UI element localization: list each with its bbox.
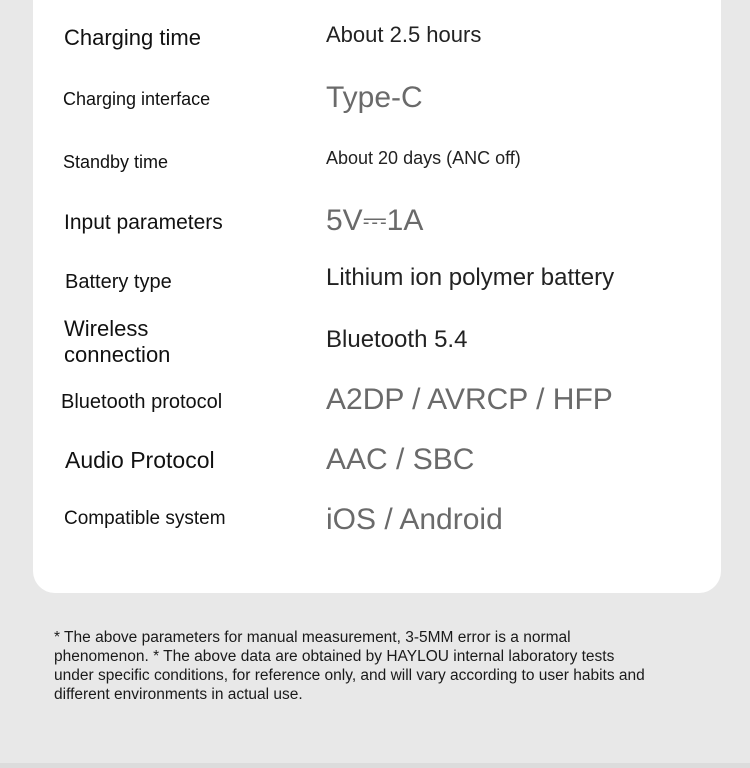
bottom-divider — [0, 763, 750, 768]
spec-label: Charging interface — [63, 89, 211, 109]
spec-value: AAC / SBC — [326, 443, 475, 476]
spec-value: About 20 days (ANC off) — [326, 148, 521, 168]
spec-card — [33, 0, 721, 593]
spec-label: Compatible system — [64, 508, 226, 529]
spec-value: iOS / Android — [326, 503, 503, 536]
spec-label: Audio Protocol — [65, 447, 215, 473]
footnote-disclaimer: * The above parameters for manual measurement, 3-5MM error is a normal phenomenon. * The above data are obtained by HAYLOU internal laboratory tests under specific conditions, for reference only, and will vary according to user habits and different environments in actual use. — [54, 628, 645, 704]
spec-value: A2DP / AVRCP / HFP — [326, 383, 613, 416]
spec-label: Input parameters — [64, 211, 223, 234]
spec-label: Bluetooth protocol — [61, 391, 223, 413]
spec-value: Lithium ion polymer battery — [326, 264, 615, 291]
spec-value: Bluetooth 5.4 — [326, 326, 468, 353]
spec-label: Battery type — [65, 271, 172, 293]
spec-label: Charging time — [64, 25, 201, 50]
spec-value: About 2.5 hours — [326, 22, 482, 47]
spec-label: Standby time — [63, 152, 169, 172]
spec-label: Wireless connection — [64, 316, 171, 367]
spec-value: Type-C — [326, 81, 423, 114]
spec-value: 5V⎓1A — [326, 204, 424, 237]
